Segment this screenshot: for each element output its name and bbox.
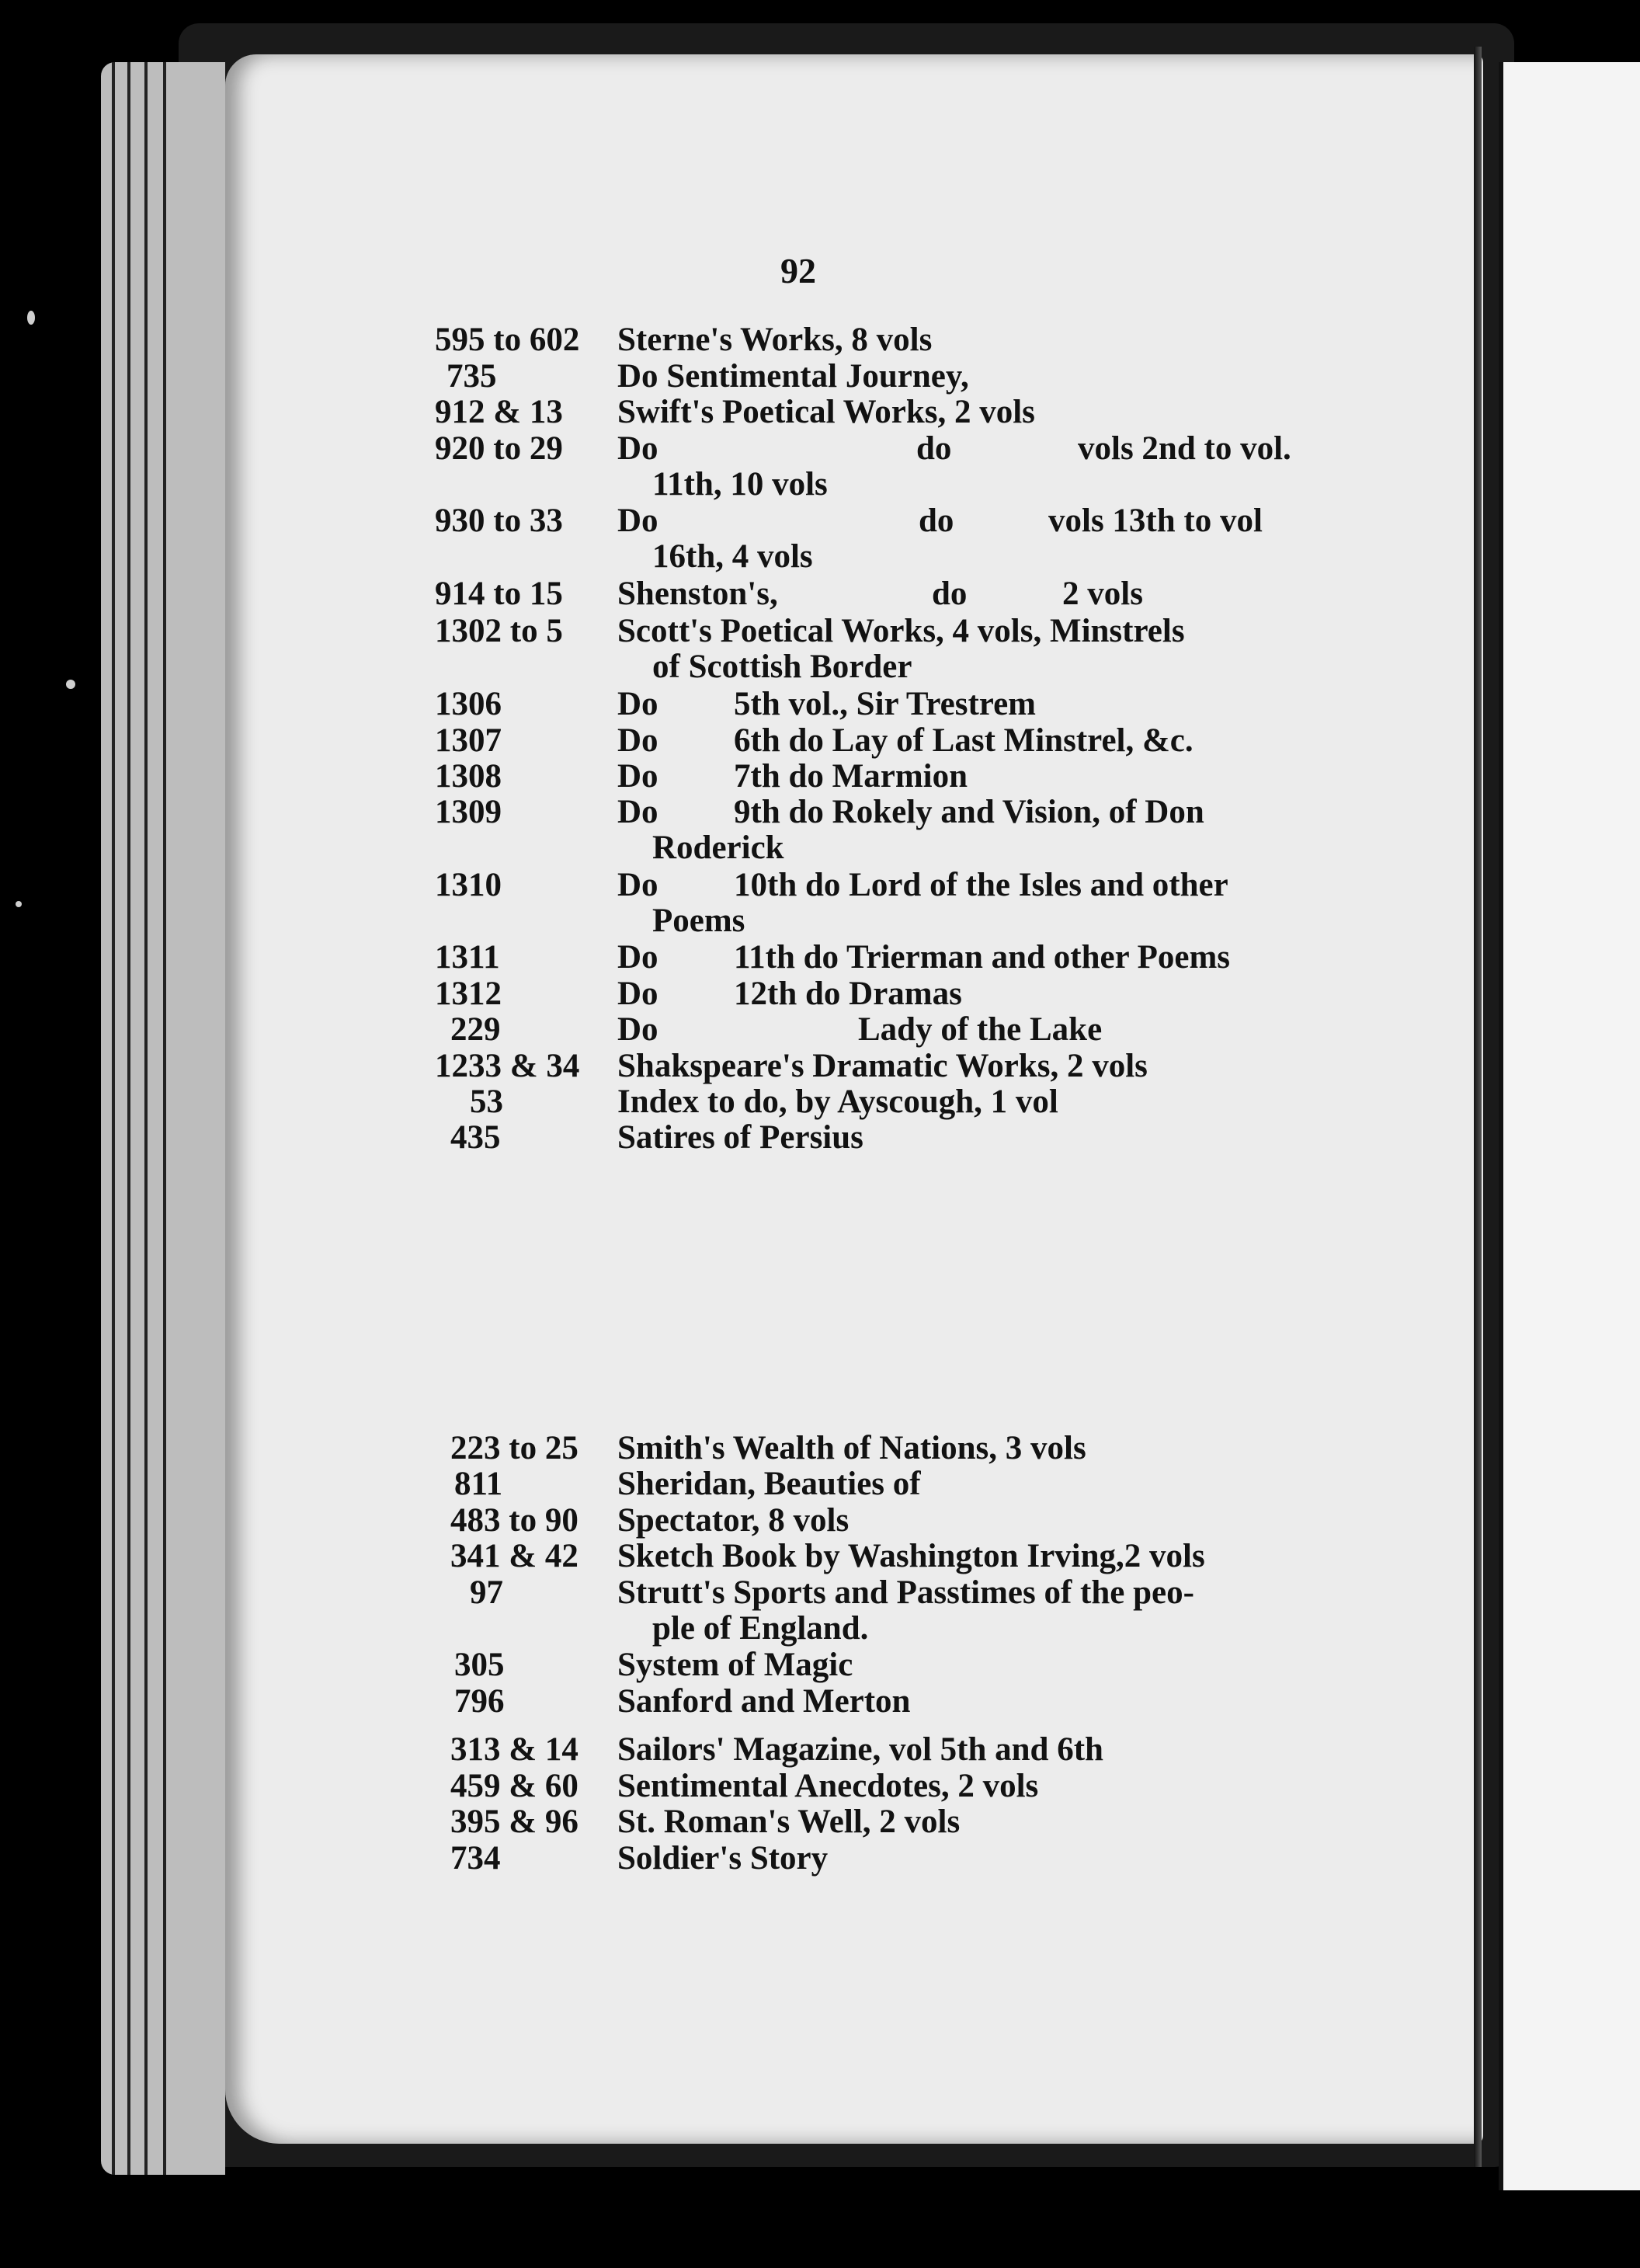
scan-speck	[16, 901, 22, 907]
entry-number: 395 & 96	[450, 1804, 579, 1840]
entry-title: Sketch Book by Washington Irving,2 vols	[617, 1538, 1205, 1574]
entry-title: Scott's Poetical Works, 4 vols, Minstrels	[617, 613, 1185, 649]
page-leaf-line	[144, 62, 148, 2175]
entry-title: Do	[617, 939, 658, 976]
entry-title: Do	[617, 1011, 658, 1048]
page-leaf-line	[127, 62, 130, 2175]
entry-number: 811	[454, 1466, 503, 1502]
entry-number: 53	[470, 1084, 503, 1120]
page-leaf-line	[163, 62, 166, 2175]
entry-title: Swift's Poetical Works, 2 vols	[617, 394, 1035, 430]
entry-number: 1233 & 34	[435, 1048, 580, 1084]
entry-continuation: 11th, 10 vols	[652, 466, 828, 503]
entry-number: 313 & 14	[450, 1731, 579, 1768]
page-edges-left	[101, 62, 225, 2175]
entry-number: 341 & 42	[450, 1538, 579, 1574]
entry-number: 483 to 90	[450, 1502, 579, 1539]
entry-number: 459 & 60	[450, 1768, 579, 1804]
entry-continuation: Poems	[652, 903, 745, 939]
facing-page	[1499, 62, 1640, 2190]
entry-title: Do	[617, 503, 658, 539]
entry-column-volumes: vols 2nd to vol.	[1078, 430, 1291, 467]
entry-title: Smith's Wealth of Nations, 3 vols	[617, 1430, 1086, 1466]
entry-title: Sentimental Anecdotes, 2 vols	[617, 1768, 1039, 1804]
entry-column-do: do	[932, 576, 968, 612]
entry-detail: 10th do Lord of the Isles and other	[734, 867, 1228, 903]
entry-continuation: of Scottish Border	[652, 649, 912, 685]
entry-number: 735	[446, 358, 497, 395]
entry-detail: 12th do Dramas	[734, 976, 962, 1012]
scan-speck	[66, 680, 75, 689]
entry-title: Spectator, 8 vols	[617, 1502, 850, 1539]
entry-detail: Lady of the Lake	[858, 1011, 1103, 1048]
entry-number: 595 to 602	[435, 322, 580, 358]
entry-column-do: do	[916, 430, 952, 467]
entry-number: 1312	[435, 976, 502, 1012]
entry-title: Shakspeare's Dramatic Works, 2 vols	[617, 1048, 1148, 1084]
entry-number: 914 to 15	[435, 576, 563, 612]
entry-title: Do	[617, 976, 658, 1012]
entry-title: Do	[617, 758, 658, 795]
entry-number: 1311	[435, 939, 500, 976]
entry-title: Satires of Persius	[617, 1119, 863, 1156]
entry-title: Shenston's,	[617, 576, 778, 612]
entry-title: System of Magic	[617, 1647, 853, 1683]
entry-title: Do	[617, 794, 658, 830]
entry-title: Do	[617, 722, 658, 759]
entry-detail: 6th do Lay of Last Minstrel, &c.	[734, 722, 1194, 759]
entry-number: 1309	[435, 794, 502, 830]
entry-detail: 7th do Marmion	[734, 758, 968, 795]
entry-title: Sheridan, Beauties of	[617, 1466, 921, 1502]
entry-title: Do	[617, 430, 658, 467]
entry-detail: 5th vol., Sir Trestrem	[734, 686, 1036, 722]
entry-number: 1302 to 5	[435, 613, 563, 649]
entry-number: 1306	[435, 686, 502, 722]
entry-continuation: Roderick	[652, 830, 784, 866]
page-fold	[1474, 47, 1482, 2167]
entry-number: 97	[470, 1574, 503, 1611]
entry-detail: 11th do Trierman and other Poems	[734, 939, 1231, 976]
entry-title: Sanford and Merton	[617, 1683, 911, 1720]
entry-number: 920 to 29	[435, 430, 563, 467]
entry-title: Sailors' Magazine, vol 5th and 6th	[617, 1731, 1103, 1768]
entry-number: 734	[450, 1840, 501, 1877]
entry-title: St. Roman's Well, 2 vols	[617, 1804, 961, 1840]
scan-speck	[27, 311, 35, 325]
entry-column-volumes: 2 vols	[1062, 576, 1143, 612]
entry-number: 796	[454, 1683, 505, 1720]
entry-number: 1308	[435, 758, 502, 795]
entry-detail: 9th do Rokely and Vision, of Don	[734, 794, 1204, 830]
entry-title: Do	[617, 867, 658, 903]
entry-number: 1307	[435, 722, 502, 759]
entry-number: 912 & 13	[435, 394, 563, 430]
page-leaf-line	[112, 62, 115, 2175]
entry-title: Index to do, by Ayscough, 1 vol	[617, 1084, 1058, 1120]
entry-title: Do	[617, 686, 658, 722]
entry-number: 1310	[435, 867, 502, 903]
entry-column-do: do	[919, 503, 954, 539]
entry-column-volumes: vols 13th to vol	[1048, 503, 1263, 539]
entry-number: 229	[450, 1011, 501, 1048]
entry-number: 305	[454, 1647, 505, 1683]
entry-title: Do Sentimental Journey,	[617, 358, 969, 395]
entry-continuation: ple of England.	[652, 1610, 869, 1647]
entry-continuation: 16th, 4 vols	[652, 538, 813, 575]
entry-number: 930 to 33	[435, 503, 563, 539]
entry-title: Strutt's Sports and Passtimes of the peo-	[617, 1574, 1194, 1611]
entry-title: Soldier's Story	[617, 1840, 829, 1877]
entry-number: 223 to 25	[450, 1430, 579, 1466]
entry-number: 435	[450, 1119, 501, 1156]
entry-title: Sterne's Works, 8 vols	[617, 322, 933, 358]
page-number: 92	[780, 251, 816, 290]
